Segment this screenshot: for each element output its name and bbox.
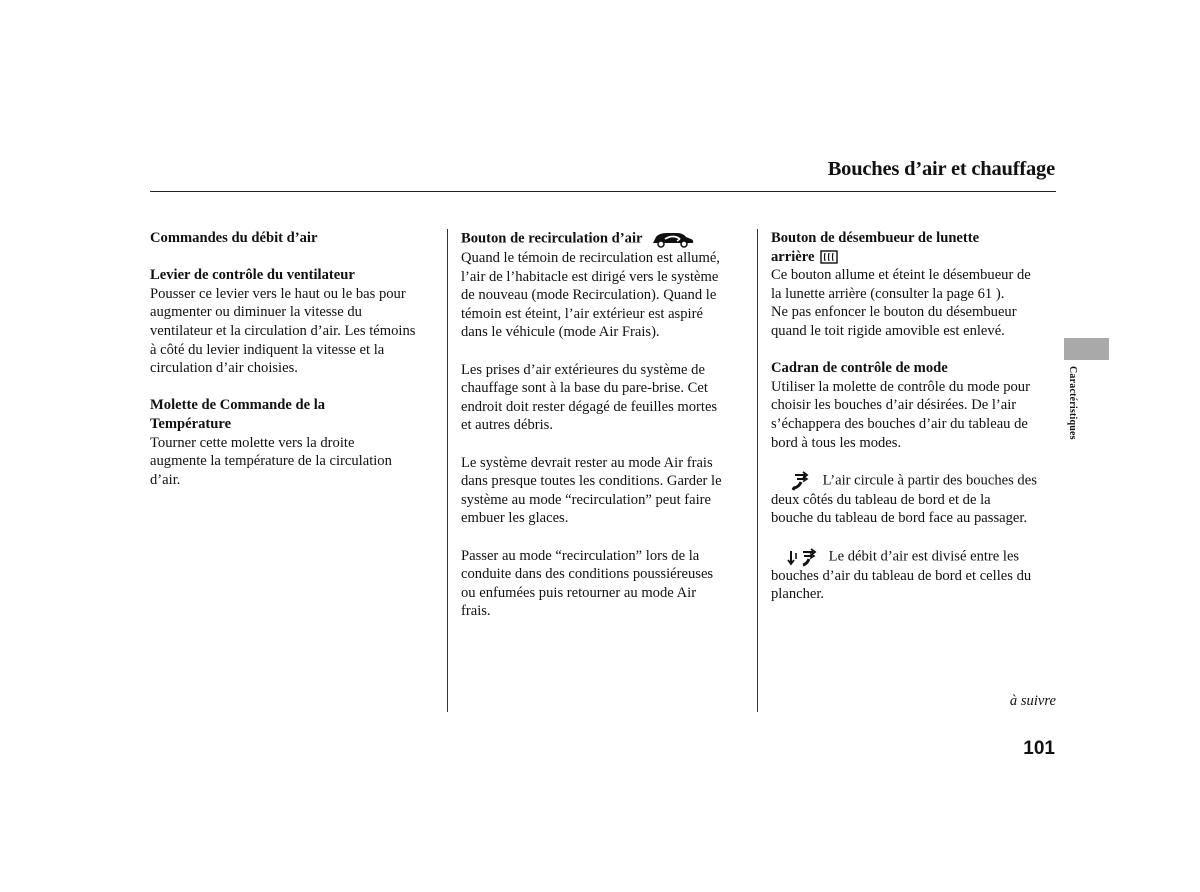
section-label: Caractéristiques [1067, 366, 1078, 440]
page-title: Bouches d’air et chauffage [827, 158, 1055, 180]
text-line: l’air de l’habitacle est dirigé vers le système [461, 268, 719, 285]
title-divider [150, 191, 1056, 192]
heading-desembueur-line2 [771, 248, 1061, 267]
column-divider-1 [447, 229, 448, 712]
heading-recirculation [461, 229, 751, 249]
column-1 [150, 229, 440, 489]
heading-commandes-debit: Commandes du débit d’air [150, 230, 318, 246]
text-line: la lunette arrière (consulter la page 61 ). [771, 285, 1005, 302]
text-line: embuer les glaces. [461, 510, 569, 527]
text-line: système au mode “recirculation” peut faire [461, 491, 712, 508]
text-line: augmenter ou diminuer la vitesse du [150, 304, 362, 321]
continued-note: à suivre [1009, 693, 1056, 709]
mode-bilevel-text: Le débit d’air est divisé entre les [828, 547, 1020, 564]
text-line: ventilateur et la circulation d’air. Les témoins [150, 322, 416, 339]
heading-recirculation-text: Bouton de recirculation d’air [461, 230, 643, 247]
vent-mode-dash-icon [777, 471, 819, 491]
text-line: quand le toit rigide amovible est enlevé. [771, 322, 1005, 339]
text-line: Les prises d’air extérieures du système de [461, 361, 705, 378]
text-line: bouches d’air du tableau de bord et celles du [771, 567, 1032, 584]
mode-dash-line1 [771, 471, 1061, 491]
vent-mode-bilevel-icon [783, 547, 825, 567]
text-line: bord à tous les modes. [771, 434, 902, 451]
text-line: de nouveau (mode Recirculation). Quand le [461, 287, 717, 304]
heading-molette-temperature: Molette de Commande de la [150, 397, 326, 414]
text-line: Tourner cette molette vers la droite [150, 434, 355, 451]
text-line: Ne pas enfoncer le bouton du désembueur [771, 304, 1017, 321]
text-line: circulation d’air choisies. [150, 360, 298, 377]
car-recirculation-icon [649, 229, 695, 249]
column-3 [771, 229, 1061, 604]
text-line: s’échappera des bouches d’air du tableau de [771, 415, 1028, 432]
text-line: endroit doit rester dégagé de feuilles mortes [461, 398, 718, 415]
mode-bilevel-line1 [771, 547, 1061, 567]
text-line: Pousser ce levier vers le haut ou le bas pour [150, 285, 406, 302]
heading-desembueur-text: arrière [771, 248, 815, 265]
text-line: bouche du tableau de bord face au passager. [771, 510, 1028, 527]
column-divider-2 [757, 229, 758, 712]
text-line: deux côtés du tableau de bord et de la [771, 491, 991, 508]
text-line: choisir les bouches d’air désirées. De l’air [771, 397, 1017, 414]
page-number: 101 [1023, 738, 1055, 759]
text-line: frais. [461, 603, 491, 620]
text-line: à côté du levier indiquent la vitesse et la [150, 341, 385, 358]
text-line: Ce bouton allume et éteint le désembueur de [771, 267, 1031, 284]
text-line: témoin est éteint, l’air extérieur est aspiré [461, 305, 703, 322]
text-line: conduite dans des conditions poussiéreuses [461, 566, 714, 583]
text-line: chauffage sont à la base du pare-brise. Cet [461, 380, 708, 397]
text-line: d’air. [150, 471, 181, 488]
heading-desembueur: Bouton de désembueur de lunette [771, 230, 980, 246]
text-line: Le système devrait rester au mode Air frais [461, 454, 713, 471]
mode-dash-text: L’air circule à partir des bouches des [822, 472, 1037, 489]
text-line: augmente la température de la circulation [150, 453, 392, 470]
heading-cadran-mode: Cadran de contrôle de mode [771, 360, 948, 377]
text-line: et autres débris. [461, 417, 553, 434]
text-line: Quand le témoin de recirculation est allumé, [461, 250, 720, 266]
rear-defrost-icon [820, 250, 838, 264]
text-line: dans presque toutes les conditions. Garder le [461, 473, 722, 490]
text-line: Utiliser la molette de contrôle du mode pour [771, 378, 1030, 395]
text-line: dans le véhicule (mode Air Frais). [461, 324, 660, 341]
text-line: plancher. [771, 586, 825, 603]
section-tab [1064, 338, 1109, 360]
text-line: ou enfumées puis retourner au mode Air [461, 584, 697, 601]
heading-molette-temperature-line2: Température [150, 415, 232, 432]
column-2 [461, 229, 751, 621]
heading-levier-ventilateur: Levier de contrôle du ventilateur [150, 267, 355, 284]
text-line: Passer au mode “recirculation” lors de la [461, 547, 700, 564]
